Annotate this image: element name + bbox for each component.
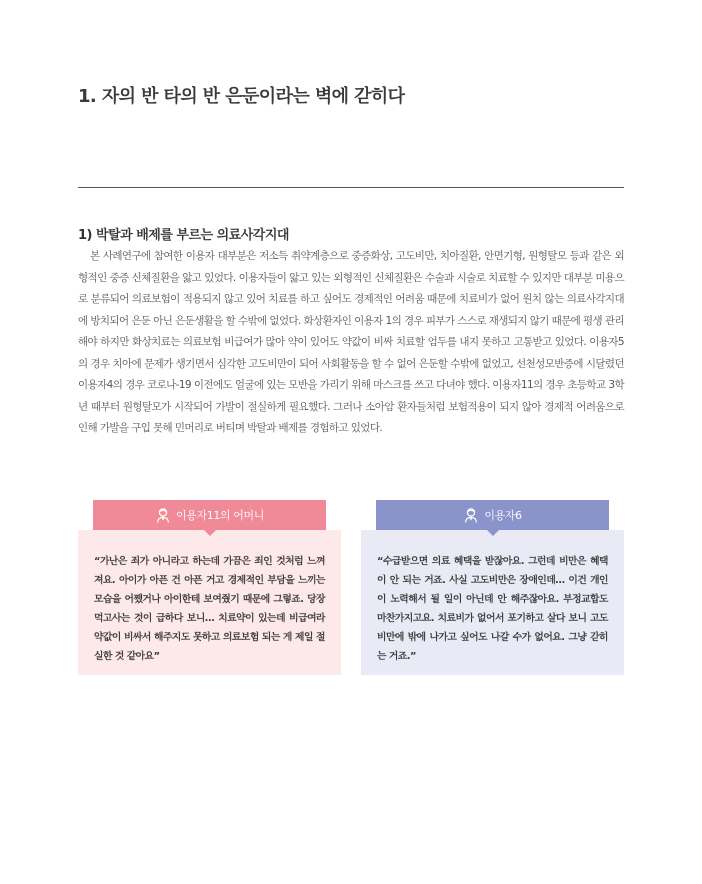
person-icon [155,507,171,523]
person-icon [463,507,479,523]
quote-speaker-tab [93,500,326,530]
chapter-title: 1. 자의 반 타의 반 은둔이라는 벽에 갇히다 [78,86,405,108]
quote-speaker-label: 이용자11의 어머니 [176,509,264,522]
quote-card-mother [78,500,341,675]
body-paragraph: 본 사례연구에 참여한 이용자 대부분은 저소득 취약계층으로 중증화상, 고도비만, 치아질환, 안면기형, 원형탈모 등과 같은 외형적인 중증 신체질환을 앓고 있었다. 이용자들이 앓고 있는 외형적인 신체질환은 수술과 시술로 치료할 수 있지만 대부분 미용으로 분류되어 의료보험이 적용되지 않고 있어 치료를 하고 싶어도 경제적인 어려움 때문에 치료비가 없어 원치 않는 의료사각지대에 방치되어 은둔 아닌 은둔생활을 할 수밖에 없었다. 화상환자인 이용자 1의 경우 피부가 스스로 재생되지 않기 때문에 평생 관리해야 하지만 화상치료는 의료보험 비급여가 많아 약이 있어도 약값이 비싸 치료할 엄두를 내지 못하고 고통받고 있었다. 이용자5의 경우 치아에 문제가 생기면서 심각한 고도비만이 되어 사회활동을 할 수 없어 은둔할 수밖에 없었고, 선천성모반증에 시달렸던 이용자4의 경우 코로나-19 이전에도 얼굴에 있는 모반을 가리기 위해 마스크를 쓰고 다녀야 했다. 이용자11의 경우 초등학교 3학년 때부터 원형탈모가 시작되어 가발이 절실하게 필요했다. 그러나 소아암 환자들처럼 보험적용이 되지 않아 경제적 어려움으로 인해 가발을 구입 못해 민머리로 버티며 박탈과 배제를 경험하고 있었다. [78,250,624,434]
quote-text: “가난은 죄가 아니라고 하는데 가끔은 죄인 것처럼 느껴져요. 아이가 아픈 건 아픈 거고 경제적인 부담을 느끼는 모습을 어쨌거나 아이한테 보여줬기 때문에 그렇죠. 당장 먹고사는 것이 급하다 보니… 치료약이 있는데 비급여라 약값이 비싸서 해주지도 못하고 의료보험 되는 게 제일 절실한 것 같아요” [94,556,325,662]
quote-body [78,530,341,675]
quote-speaker-label: 이용자6 [484,509,522,522]
quote-card-user6 [361,500,624,675]
section-title: 1) 박탈과 배제를 부르는 의료사각지대 [78,227,289,243]
divider [78,187,624,188]
quote-speaker-tab [376,500,609,530]
quote-body [361,530,624,675]
quote-text: “수급받으면 의료 혜택을 받잖아요. 그런데 비만은 혜택이 안 되는 거죠. 사실 고도비만은 장애인데… 이건 개인이 노력해서 될 일이 아닌데 안 해주잖아요. 부정교합도 마찬가지고요. 치료비가 없어서 포기하고 살다 보니 고도비만에 밖에 나가고 싶어도 나갈 수가 없어요. 그냥 갇히는 거죠.” [377,556,608,662]
